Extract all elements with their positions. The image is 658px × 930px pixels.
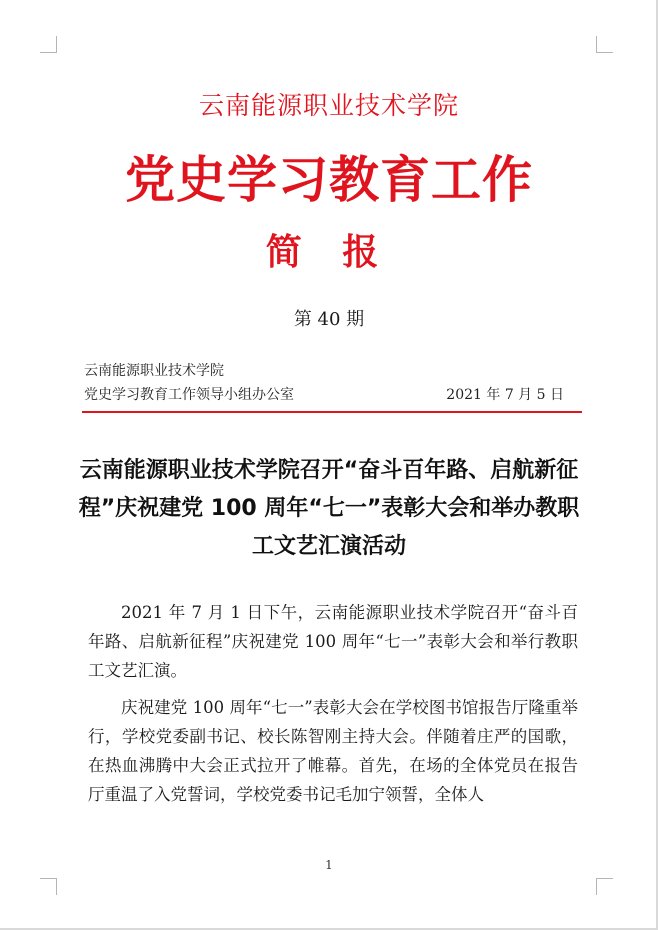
bulletin-title: 党史学习教育工作 bbox=[125, 150, 533, 209]
crop-mark-bottom-right bbox=[596, 878, 613, 895]
body-paragraph-1: 2021 年 7 月 1 日下午，云南能源职业技术学院召开“奋斗百年路、启航新征程”庆祝建党 100 周年“七一”表彰大会和举行教职工文艺汇演。 bbox=[88, 603, 578, 680]
crop-mark-top-left bbox=[40, 36, 57, 53]
issue-number: 第 40 期 bbox=[293, 309, 365, 330]
issuer-line-1: 云南能源职业技术学院 bbox=[84, 363, 224, 379]
body-paragraph-2: 庆祝建党 100 周年“七一”表彰大会在学校图书馆报告厅隆重举行，学校党委副书记、校长陈智刚主持大会。伴随着庄严的国歌，在热血沸腾中大会正式拉开了帷幕。首先，在场的全体党员在报告厅重温了入党誓词，学校党委书记毛加宁领誓，全体人 bbox=[88, 698, 578, 804]
article-headline: 云南能源职业技术学院召开“奋斗百年路、启航新征程”庆祝建党 100 周年“七一”表彰大会和举办教职工文艺汇演活动 bbox=[78, 458, 580, 559]
institution-name: 云南能源职业技术学院 bbox=[198, 91, 459, 120]
bulletin-subtitle: 简 报 bbox=[265, 231, 393, 273]
article-body bbox=[88, 598, 578, 817]
issue-date: 2021 年 7 月 5 日 bbox=[446, 387, 564, 403]
page-number: 1 bbox=[325, 858, 333, 872]
crop-mark-bottom-left bbox=[40, 878, 57, 895]
issuer-line-2: 党史学习教育工作领导小组办公室 bbox=[84, 387, 294, 403]
red-divider-rule bbox=[82, 411, 582, 413]
crop-mark-top-right bbox=[596, 36, 613, 53]
